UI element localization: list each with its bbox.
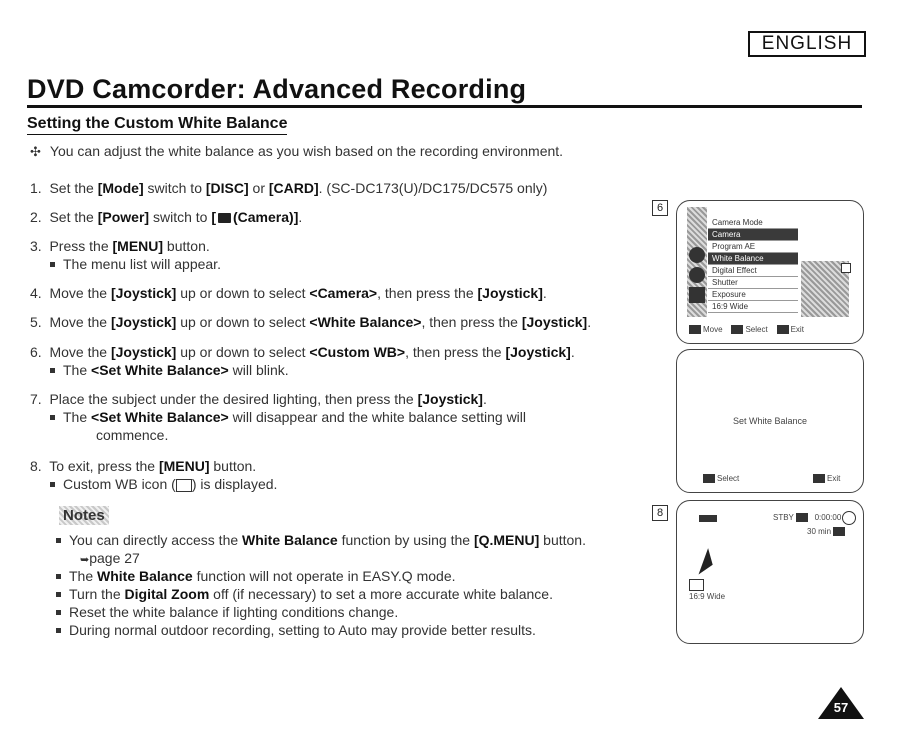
menu-footer: Move Select Exit: [689, 325, 804, 334]
menu-list: [708, 217, 798, 313]
focus-icon: [689, 247, 705, 263]
remaining-time: 30 min: [807, 527, 847, 536]
ok-icon: [703, 474, 715, 483]
intro-line: [30, 143, 563, 160]
diagram-8-label: 8: [652, 505, 668, 521]
camera-icon: [218, 213, 231, 223]
menu-item-shutter[interactable]: Shutter: [708, 277, 798, 289]
bullet-icon: [56, 628, 61, 633]
title-divider: [27, 105, 862, 108]
step-1: 1. Set the [Mode] switch to [DISC] or [CARD]. (SC-DC173(U)/DC175/DC575 only): [30, 180, 548, 196]
menu-item-program-ae[interactable]: Program AE: [708, 241, 798, 253]
menu-item-white-balance[interactable]: White Balance: [708, 253, 798, 265]
intro-text: You can adjust the white balance as you wish based on the recording environment.: [49, 143, 564, 159]
bullet-icon: [50, 262, 55, 267]
step-7-sub-cont: commence.: [96, 427, 169, 443]
record-icon: [689, 267, 705, 283]
step-5: 5. Move the [Joystick] up or down to select <White Balance>, then press the [Joystick].: [30, 314, 592, 330]
note-2: The White Balance function will not operate in EASY.Q mode.: [56, 568, 456, 584]
page-number: 57: [833, 700, 849, 715]
bullet-icon: [50, 368, 55, 373]
step-3: 3. Press the [MENU] button.: [30, 238, 210, 254]
standby-screen: [676, 500, 864, 644]
bullet-icon: [56, 610, 61, 615]
menu-item-camera[interactable]: Camera: [708, 229, 798, 241]
note-5: During normal outdoor recording, setting to Auto may provide better results.: [56, 622, 536, 638]
page-title: DVD Camcorder: Advanced Recording: [27, 74, 527, 104]
step-6-sub: The <Set White Balance> will blink.: [50, 362, 289, 378]
menu-screen: [676, 200, 864, 344]
pointer-arrow-icon: [699, 548, 718, 578]
submenu-auto-icon: [841, 263, 851, 273]
bullet-icon: [56, 574, 61, 579]
set-wb-select: Select: [703, 474, 739, 483]
step-7: 7. Place the subject under the desired lighting, then press the [Joystick].: [30, 391, 487, 407]
disc-icon: [842, 511, 856, 525]
menu-icon: [777, 325, 789, 334]
menu-item-exposure[interactable]: Exposure: [708, 289, 798, 301]
move-icon: [689, 325, 701, 334]
settings-icon: [689, 287, 705, 303]
step-4: 4. Move the [Joystick] up or down to select <Camera>, then press the [Joystick].: [30, 285, 547, 301]
bullet-icon: [56, 592, 61, 597]
bullet-icon: [56, 538, 61, 543]
custom-wb-icon: [689, 579, 704, 591]
note-1: You can directly access the White Balance function by using the [Q.MENU] button.: [56, 532, 586, 548]
step-8: 8. To exit, press the [MENU] button.: [30, 458, 257, 474]
bullet-icon: [50, 415, 55, 420]
language-badge: ENGLISH: [748, 31, 866, 57]
sparkle-icon: ✣: [30, 144, 41, 159]
step-number: 1.: [30, 180, 42, 196]
menu-item-camera-mode[interactable]: Camera Mode: [708, 217, 798, 229]
step-2: 2. Set the [Power] switch to [ (Camera)].: [30, 209, 303, 225]
custom-wb-icon: [176, 479, 192, 492]
wide-label: 16:9 Wide: [689, 592, 726, 601]
page-ref-icon: ➥: [80, 554, 90, 566]
step-number: 2.: [30, 209, 42, 225]
bullet-icon: [50, 482, 55, 487]
vr-icon: [833, 527, 845, 536]
section-heading: Setting the Custom White Balance: [27, 115, 287, 135]
sp-icon: [796, 513, 808, 522]
step-7-sub: The <Set White Balance> will disappear and the white balance setting will: [50, 409, 526, 425]
menu-icon: [813, 474, 825, 483]
menu-item-digital-effect[interactable]: Digital Effect: [708, 265, 798, 277]
note-1-ref: ➥page 27: [80, 550, 140, 566]
set-wb-screen: [676, 349, 864, 493]
step-8-sub: Custom WB icon ( ) is displayed.: [50, 476, 277, 492]
select-icon: [731, 325, 743, 334]
set-wb-exit: Exit: [813, 474, 840, 483]
battery-icon: [699, 515, 717, 522]
status-line: STBY 0:00:00: [773, 513, 842, 522]
note-4: Reset the white balance if lighting conditions change.: [56, 604, 398, 620]
notes-badge: Notes: [59, 506, 109, 525]
diagram-6-label: 6: [652, 200, 668, 216]
note-3: Turn the Digital Zoom off (if necessary) to set a more accurate white balance.: [56, 586, 553, 602]
menu-item-16-9-wide[interactable]: 16:9 Wide: [708, 301, 798, 313]
step-3-sub: The menu list will appear.: [50, 256, 221, 272]
set-wb-text: Set White Balance: [732, 416, 808, 426]
step-6: 6. Move the [Joystick] up or down to select <Custom WB>, then press the [Joystick].: [30, 344, 575, 360]
